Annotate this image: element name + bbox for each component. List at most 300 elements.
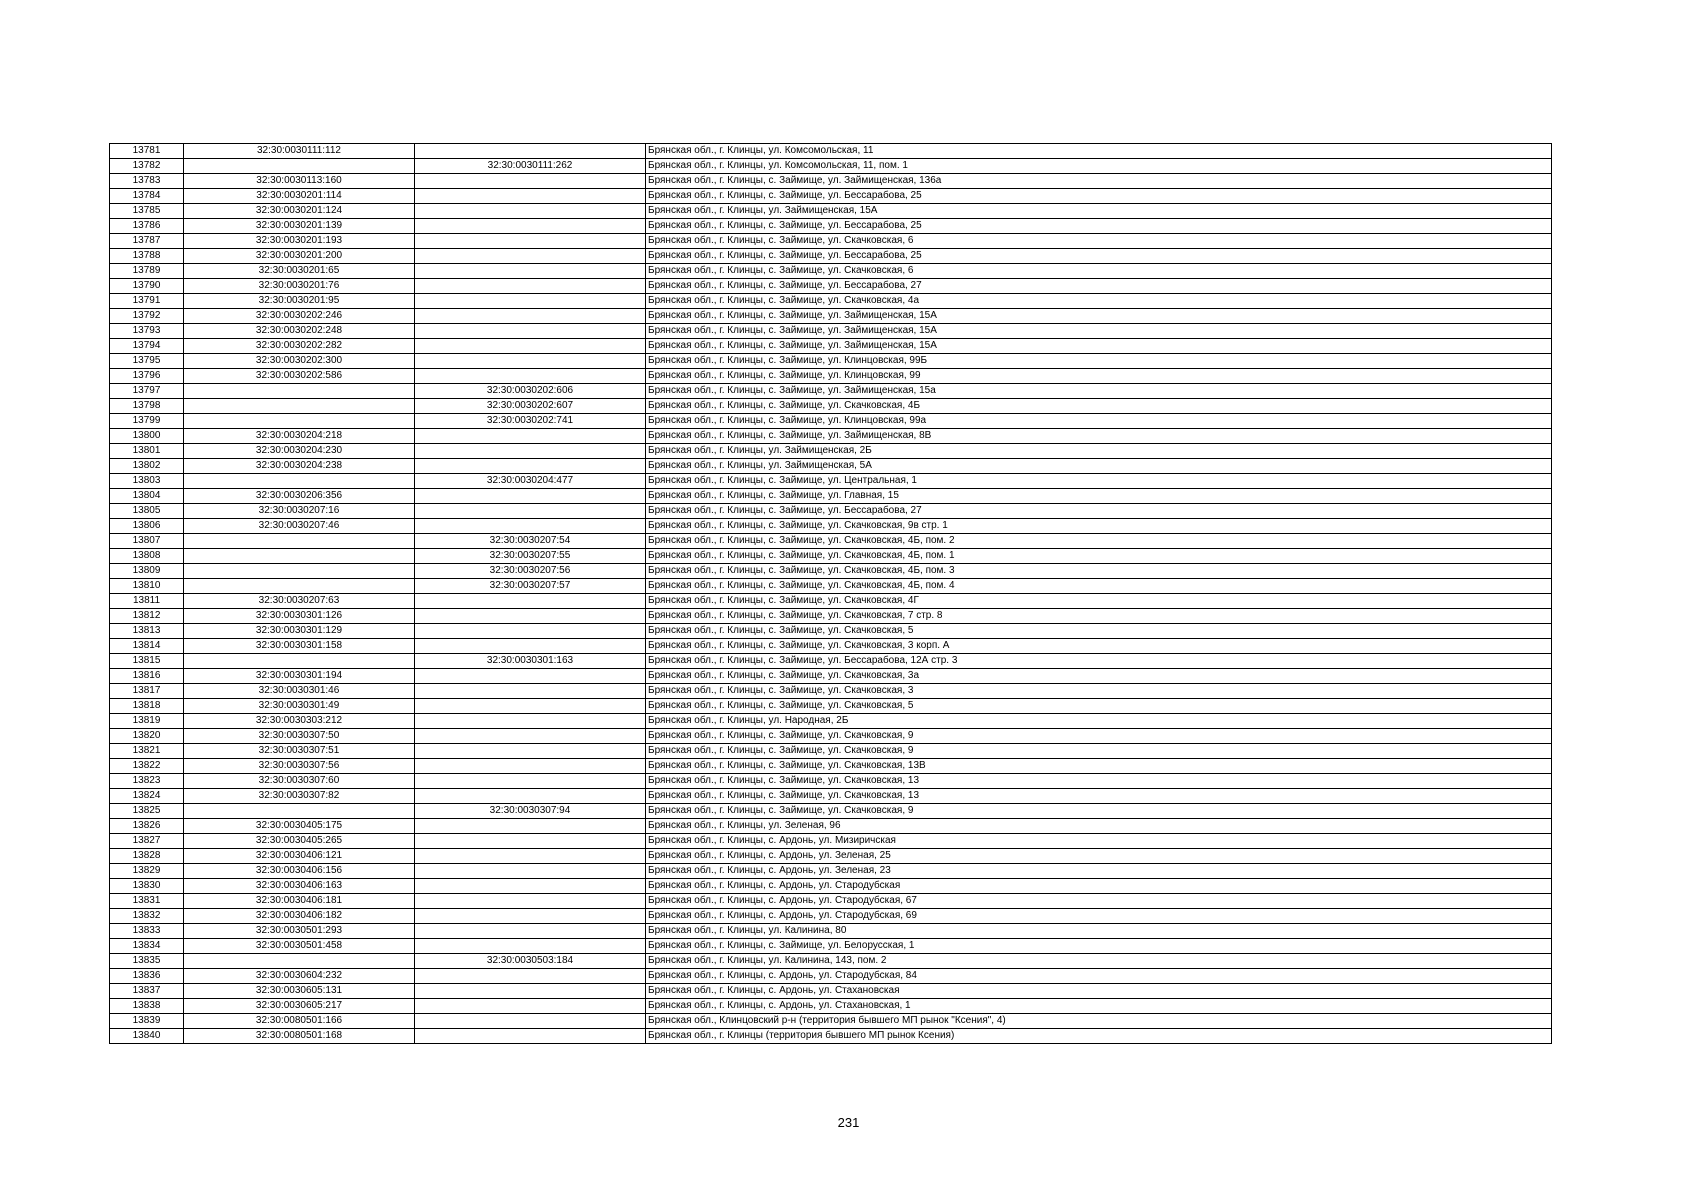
cadastral-number-cell — [184, 534, 415, 549]
table-row — [110, 879, 1552, 894]
table-row — [110, 249, 1552, 264]
table-row — [110, 519, 1552, 534]
address-cell: Брянская обл., г. Клинцы, с. Ардонь, ул. Зеленая, 25 — [646, 849, 1552, 864]
premises-cadastral-number-cell — [415, 729, 646, 744]
address-cell: Брянская обл., г. Клинцы, ул. Займищенская, 2Б — [646, 444, 1552, 459]
row-number-cell: 13821 — [110, 744, 184, 759]
cadastral-number-cell — [184, 804, 415, 819]
address-cell: Брянская обл., г. Клинцы, с. Займище, ул. Скачковская, 13 — [646, 789, 1552, 804]
cadastral-number-cell: 32:30:0030301:46 — [184, 684, 415, 699]
address-cell: Брянская обл., г. Клинцы, ул. Калинина, 143, пом. 2 — [646, 954, 1552, 969]
premises-cadastral-number-cell — [415, 1029, 646, 1044]
table-row — [110, 354, 1552, 369]
premises-cadastral-number-cell — [415, 204, 646, 219]
address-cell: Брянская обл., г. Клинцы, с. Займище, ул. Скачковская, 3 корп. А — [646, 639, 1552, 654]
premises-cadastral-number-cell — [415, 669, 646, 684]
cadastral-number-cell: 32:30:0030202:246 — [184, 309, 415, 324]
row-number-cell: 13789 — [110, 264, 184, 279]
page-number: 231 — [837, 1115, 860, 1130]
address-cell: Брянская обл., г. Клинцы, с. Займище, ул. Займищенская, 15А — [646, 324, 1552, 339]
table-row — [110, 999, 1552, 1014]
row-number-cell: 13804 — [110, 489, 184, 504]
cadastral-number-cell: 32:30:0030301:49 — [184, 699, 415, 714]
address-cell: Брянская обл., г. Клинцы, ул. Комсомольская, 11, пом. 1 — [646, 159, 1552, 174]
table-row — [110, 1014, 1552, 1029]
cadastral-number-cell — [184, 954, 415, 969]
row-number-cell: 13833 — [110, 924, 184, 939]
row-number-cell: 13840 — [110, 1029, 184, 1044]
address-cell: Брянская обл., г. Клинцы, ул. Народная, 2Б — [646, 714, 1552, 729]
row-number-cell: 13822 — [110, 759, 184, 774]
table-row — [110, 204, 1552, 219]
address-cell: Брянская обл., Клинцовский р-н (территория бывшего МП рынок "Ксения", 4) — [646, 1014, 1552, 1029]
premises-cadastral-number-cell — [415, 864, 646, 879]
table-row — [110, 729, 1552, 744]
row-number-cell: 13828 — [110, 849, 184, 864]
premises-cadastral-number-cell — [415, 324, 646, 339]
table-row — [110, 219, 1552, 234]
table-row — [110, 789, 1552, 804]
premises-cadastral-number-cell — [415, 624, 646, 639]
address-cell: Брянская обл., г. Клинцы, с. Займище, ул. Бессарабова, 25 — [646, 189, 1552, 204]
premises-cadastral-number-cell — [415, 834, 646, 849]
premises-cadastral-number-cell — [415, 594, 646, 609]
table-row — [110, 384, 1552, 399]
cadastral-number-cell — [184, 564, 415, 579]
table-row — [110, 189, 1552, 204]
registry-table-body — [110, 144, 1552, 1044]
premises-cadastral-number-cell — [415, 909, 646, 924]
cadastral-number-cell: 32:30:0030406:156 — [184, 864, 415, 879]
cadastral-number-cell — [184, 474, 415, 489]
cadastral-number-cell: 32:30:0030202:300 — [184, 354, 415, 369]
address-cell: Брянская обл., г. Клинцы, с. Ардонь, ул. Стародубская, 69 — [646, 909, 1552, 924]
address-cell: Брянская обл., г. Клинцы, с. Займище, ул. Центральная, 1 — [646, 474, 1552, 489]
table-row — [110, 834, 1552, 849]
row-number-cell: 13793 — [110, 324, 184, 339]
premises-cadastral-number-cell — [415, 1014, 646, 1029]
premises-cadastral-number-cell — [415, 819, 646, 834]
table-row — [110, 339, 1552, 354]
cadastral-number-cell: 32:30:0030406:182 — [184, 909, 415, 924]
row-number-cell: 13783 — [110, 174, 184, 189]
table-row — [110, 669, 1552, 684]
premises-cadastral-number-cell — [415, 894, 646, 909]
premises-cadastral-number-cell — [415, 684, 646, 699]
row-number-cell: 13796 — [110, 369, 184, 384]
table-row — [110, 369, 1552, 384]
row-number-cell: 13790 — [110, 279, 184, 294]
premises-cadastral-number-cell — [415, 444, 646, 459]
cadastral-number-cell — [184, 654, 415, 669]
premises-cadastral-number-cell — [415, 369, 646, 384]
premises-cadastral-number-cell — [415, 639, 646, 654]
cadastral-number-cell: 32:30:0030201:200 — [184, 249, 415, 264]
cadastral-number-cell: 32:30:0030605:131 — [184, 984, 415, 999]
address-cell: Брянская обл., г. Клинцы, с. Займище, ул. Клинцовская, 99Б — [646, 354, 1552, 369]
row-number-cell: 13803 — [110, 474, 184, 489]
premises-cadastral-number-cell — [415, 504, 646, 519]
address-cell: Брянская обл., г. Клинцы, с. Займище, ул. Займищенская, 8В — [646, 429, 1552, 444]
address-cell: Брянская обл., г. Клинцы, с. Займище, ул. Скачковская, 3 — [646, 684, 1552, 699]
table-row — [110, 639, 1552, 654]
row-number-cell: 13829 — [110, 864, 184, 879]
row-number-cell: 13788 — [110, 249, 184, 264]
cadastral-number-cell — [184, 549, 415, 564]
row-number-cell: 13835 — [110, 954, 184, 969]
premises-cadastral-number-cell: 32:30:0030207:54 — [415, 534, 646, 549]
row-number-cell: 13781 — [110, 144, 184, 159]
table-row — [110, 564, 1552, 579]
address-cell: Брянская обл., г. Клинцы, с. Ардонь, ул. Мизиричская — [646, 834, 1552, 849]
address-cell: Брянская обл., г. Клинцы, с. Займище, ул. Скачковская, 6 — [646, 234, 1552, 249]
table-row — [110, 429, 1552, 444]
premises-cadastral-number-cell: 32:30:0030301:163 — [415, 654, 646, 669]
table-row — [110, 234, 1552, 249]
premises-cadastral-number-cell — [415, 354, 646, 369]
row-number-cell: 13823 — [110, 774, 184, 789]
premises-cadastral-number-cell — [415, 714, 646, 729]
row-number-cell: 13805 — [110, 504, 184, 519]
address-cell: Брянская обл., г. Клинцы, ул. Калинина, 80 — [646, 924, 1552, 939]
row-number-cell: 13817 — [110, 684, 184, 699]
address-cell: Брянская обл., г. Клинцы, с. Займище, ул. Займищенская, 15А — [646, 309, 1552, 324]
cadastral-number-cell: 32:30:0030113:160 — [184, 174, 415, 189]
premises-cadastral-number-cell: 32:30:0030202:606 — [415, 384, 646, 399]
row-number-cell: 13809 — [110, 564, 184, 579]
address-cell: Брянская обл., г. Клинцы, с. Ардонь, ул. Стародубская, 84 — [646, 969, 1552, 984]
premises-cadastral-number-cell — [415, 339, 646, 354]
table-row — [110, 324, 1552, 339]
cadastral-number-cell: 32:30:0080501:166 — [184, 1014, 415, 1029]
row-number-cell: 13834 — [110, 939, 184, 954]
premises-cadastral-number-cell — [415, 924, 646, 939]
row-number-cell: 13795 — [110, 354, 184, 369]
cadastral-number-cell: 32:30:0030201:95 — [184, 294, 415, 309]
registry-table — [109, 143, 1552, 1044]
table-row — [110, 279, 1552, 294]
address-cell: Брянская обл., г. Клинцы, ул. Займищенская, 5А — [646, 459, 1552, 474]
address-cell: Брянская обл., г. Клинцы, с. Займище, ул. Скачковская, 6 — [646, 264, 1552, 279]
table-row — [110, 924, 1552, 939]
row-number-cell: 13810 — [110, 579, 184, 594]
cadastral-number-cell: 32:30:0080501:168 — [184, 1029, 415, 1044]
premises-cadastral-number-cell — [415, 294, 646, 309]
row-number-cell: 13799 — [110, 414, 184, 429]
address-cell: Брянская обл., г. Клинцы, с. Займище, ул. Скачковская, 4Г — [646, 594, 1552, 609]
address-cell: Брянская обл., г. Клинцы, с. Займище, ул. Скачковская, 9 — [646, 744, 1552, 759]
row-number-cell: 13792 — [110, 309, 184, 324]
cadastral-number-cell: 32:30:0030307:82 — [184, 789, 415, 804]
table-row — [110, 534, 1552, 549]
table-row — [110, 909, 1552, 924]
address-cell: Брянская обл., г. Клинцы, с. Займище, ул. Скачковская, 4а — [646, 294, 1552, 309]
cadastral-number-cell: 32:30:0030111:112 — [184, 144, 415, 159]
table-row — [110, 774, 1552, 789]
address-cell: Брянская обл., г. Клинцы, с. Займище, ул. Скачковская, 4Б, пом. 2 — [646, 534, 1552, 549]
row-number-cell: 13782 — [110, 159, 184, 174]
row-number-cell: 13800 — [110, 429, 184, 444]
address-cell: Брянская обл., г. Клинцы, с. Займище, ул. Скачковская, 5 — [646, 699, 1552, 714]
cadastral-number-cell: 32:30:0030204:238 — [184, 459, 415, 474]
table-row — [110, 969, 1552, 984]
address-cell: Брянская обл., г. Клинцы, с. Займище, ул. Бессарабова, 25 — [646, 219, 1552, 234]
premises-cadastral-number-cell — [415, 489, 646, 504]
cadastral-number-cell: 32:30:0030201:114 — [184, 189, 415, 204]
table-row — [110, 489, 1552, 504]
table-row — [110, 984, 1552, 999]
cadastral-number-cell: 32:30:0030405:265 — [184, 834, 415, 849]
premises-cadastral-number-cell: 32:30:0030204:477 — [415, 474, 646, 489]
row-number-cell: 13794 — [110, 339, 184, 354]
table-row — [110, 714, 1552, 729]
cadastral-number-cell: 32:30:0030207:46 — [184, 519, 415, 534]
table-row — [110, 414, 1552, 429]
cadastral-number-cell: 32:30:0030202:248 — [184, 324, 415, 339]
cadastral-number-cell: 32:30:0030301:129 — [184, 624, 415, 639]
address-cell: Брянская обл., г. Клинцы, с. Займище, ул. Скачковская, 7 стр. 8 — [646, 609, 1552, 624]
table-row — [110, 864, 1552, 879]
row-number-cell: 13791 — [110, 294, 184, 309]
table-row — [110, 549, 1552, 564]
address-cell: Брянская обл., г. Клинцы, ул. Займищенская, 15А — [646, 204, 1552, 219]
premises-cadastral-number-cell — [415, 234, 646, 249]
row-number-cell: 13816 — [110, 669, 184, 684]
cadastral-number-cell: 32:30:0030204:218 — [184, 429, 415, 444]
address-cell: Брянская обл., г. Клинцы, с. Займище, ул. Скачковская, 5 — [646, 624, 1552, 639]
address-cell: Брянская обл., г. Клинцы, с. Ардонь, ул. Стахановская, 1 — [646, 999, 1552, 1014]
cadastral-number-cell: 32:30:0030307:56 — [184, 759, 415, 774]
premises-cadastral-number-cell — [415, 879, 646, 894]
address-cell: Брянская обл., г. Клинцы, с. Займище, ул. Скачковская, 4Б — [646, 399, 1552, 414]
address-cell: Брянская обл., г. Клинцы, с. Займище, ул. Главная, 15 — [646, 489, 1552, 504]
premises-cadastral-number-cell — [415, 609, 646, 624]
cadastral-number-cell: 32:30:0030201:139 — [184, 219, 415, 234]
cadastral-number-cell: 32:30:0030207:16 — [184, 504, 415, 519]
address-cell: Брянская обл., г. Клинцы, ул. Зеленая, 96 — [646, 819, 1552, 834]
address-cell: Брянская обл., г. Клинцы (территория бывшего МП рынок Ксения) — [646, 1029, 1552, 1044]
cadastral-number-cell: 32:30:0030406:181 — [184, 894, 415, 909]
cadastral-number-cell: 32:30:0030201:124 — [184, 204, 415, 219]
address-cell: Брянская обл., г. Клинцы, с. Займище, ул. Займищенская, 136а — [646, 174, 1552, 189]
cadastral-number-cell: 32:30:0030406:163 — [184, 879, 415, 894]
table-row — [110, 699, 1552, 714]
table-row — [110, 459, 1552, 474]
cadastral-number-cell: 32:30:0030501:458 — [184, 939, 415, 954]
table-row — [110, 399, 1552, 414]
cadastral-number-cell: 32:30:0030201:65 — [184, 264, 415, 279]
address-cell: Брянская обл., г. Клинцы, с. Займище, ул. Скачковская, 9 — [646, 804, 1552, 819]
address-cell: Брянская обл., г. Клинцы, с. Займище, ул. Скачковская, 13В — [646, 759, 1552, 774]
cadastral-number-cell: 32:30:0030204:230 — [184, 444, 415, 459]
table-row — [110, 744, 1552, 759]
table-row — [110, 954, 1552, 969]
premises-cadastral-number-cell — [415, 969, 646, 984]
table-row — [110, 819, 1552, 834]
address-cell: Брянская обл., г. Клинцы, с. Займище, ул. Бессарабова, 27 — [646, 279, 1552, 294]
premises-cadastral-number-cell — [415, 519, 646, 534]
table-row — [110, 444, 1552, 459]
premises-cadastral-number-cell — [415, 759, 646, 774]
premises-cadastral-number-cell — [415, 309, 646, 324]
row-number-cell: 13814 — [110, 639, 184, 654]
address-cell: Брянская обл., г. Клинцы, с. Займище, ул. Клинцовская, 99 — [646, 369, 1552, 384]
address-cell: Брянская обл., г. Клинцы, с. Займище, ул. Бессарабова, 12А стр. 3 — [646, 654, 1552, 669]
address-cell: Брянская обл., г. Клинцы, с. Займище, ул. Скачковская, 4Б, пом. 3 — [646, 564, 1552, 579]
address-cell: Брянская обл., г. Клинцы, с. Займище, ул. Скачковская, 9 — [646, 729, 1552, 744]
row-number-cell: 13838 — [110, 999, 184, 1014]
premises-cadastral-number-cell — [415, 789, 646, 804]
cadastral-number-cell — [184, 399, 415, 414]
address-cell: Брянская обл., г. Клинцы, с. Займище, ул. Бессарабова, 27 — [646, 504, 1552, 519]
row-number-cell: 13784 — [110, 189, 184, 204]
cadastral-number-cell: 32:30:0030301:158 — [184, 639, 415, 654]
premises-cadastral-number-cell: 32:30:0030111:262 — [415, 159, 646, 174]
table-row — [110, 1029, 1552, 1044]
row-number-cell: 13785 — [110, 204, 184, 219]
premises-cadastral-number-cell — [415, 699, 646, 714]
address-cell: Брянская обл., г. Клинцы, с. Займище, ул. Скачковская, 4Б, пом. 1 — [646, 549, 1552, 564]
table-row — [110, 654, 1552, 669]
row-number-cell: 13815 — [110, 654, 184, 669]
row-number-cell: 13832 — [110, 909, 184, 924]
cadastral-number-cell: 32:30:0030604:232 — [184, 969, 415, 984]
table-row — [110, 174, 1552, 189]
table-row — [110, 474, 1552, 489]
row-number-cell: 13798 — [110, 399, 184, 414]
cadastral-number-cell: 32:30:0030307:50 — [184, 729, 415, 744]
cadastral-number-cell: 32:30:0030605:217 — [184, 999, 415, 1014]
address-cell: Брянская обл., г. Клинцы, с. Займище, ул. Скачковская, 3а — [646, 669, 1552, 684]
row-number-cell: 13831 — [110, 894, 184, 909]
premises-cadastral-number-cell — [415, 279, 646, 294]
address-cell: Брянская обл., г. Клинцы, ул. Комсомольская, 11 — [646, 144, 1552, 159]
row-number-cell: 13801 — [110, 444, 184, 459]
premises-cadastral-number-cell — [415, 264, 646, 279]
cadastral-number-cell — [184, 579, 415, 594]
cadastral-number-cell: 32:30:0030405:175 — [184, 819, 415, 834]
cadastral-number-cell: 32:30:0030206:356 — [184, 489, 415, 504]
premises-cadastral-number-cell — [415, 249, 646, 264]
row-number-cell: 13812 — [110, 609, 184, 624]
row-number-cell: 13839 — [110, 1014, 184, 1029]
row-number-cell: 13827 — [110, 834, 184, 849]
table-row — [110, 939, 1552, 954]
table-row — [110, 579, 1552, 594]
row-number-cell: 13836 — [110, 969, 184, 984]
row-number-cell: 13797 — [110, 384, 184, 399]
address-cell: Брянская обл., г. Клинцы, с. Займище, ул. Клинцовская, 99а — [646, 414, 1552, 429]
row-number-cell: 13807 — [110, 534, 184, 549]
row-number-cell: 13825 — [110, 804, 184, 819]
premises-cadastral-number-cell — [415, 744, 646, 759]
table-row — [110, 684, 1552, 699]
cadastral-number-cell — [184, 384, 415, 399]
premises-cadastral-number-cell: 32:30:0030207:55 — [415, 549, 646, 564]
row-number-cell: 13808 — [110, 549, 184, 564]
cadastral-number-cell: 32:30:0030301:126 — [184, 609, 415, 624]
address-cell: Брянская обл., г. Клинцы, с. Ардонь, ул. Стахановская — [646, 984, 1552, 999]
cadastral-number-cell — [184, 159, 415, 174]
premises-cadastral-number-cell: 32:30:0030202:741 — [415, 414, 646, 429]
row-number-cell: 13787 — [110, 234, 184, 249]
row-number-cell: 13818 — [110, 699, 184, 714]
premises-cadastral-number-cell — [415, 999, 646, 1014]
cadastral-number-cell: 32:30:0030307:60 — [184, 774, 415, 789]
row-number-cell: 13802 — [110, 459, 184, 474]
cadastral-number-cell: 32:30:0030406:121 — [184, 849, 415, 864]
address-cell: Брянская обл., г. Клинцы, с. Ардонь, ул. Стародубская, 67 — [646, 894, 1552, 909]
premises-cadastral-number-cell — [415, 774, 646, 789]
table-row — [110, 609, 1552, 624]
address-cell: Брянская обл., г. Клинцы, с. Ардонь, ул. Зеленая, 23 — [646, 864, 1552, 879]
table-row — [110, 144, 1552, 159]
row-number-cell: 13837 — [110, 984, 184, 999]
table-row — [110, 759, 1552, 774]
premises-cadastral-number-cell — [415, 189, 646, 204]
table-row — [110, 594, 1552, 609]
cadastral-number-cell: 32:30:0030202:586 — [184, 369, 415, 384]
row-number-cell: 13813 — [110, 624, 184, 639]
address-cell: Брянская обл., г. Клинцы, с. Займище, ул. Займищенская, 15А — [646, 339, 1552, 354]
cadastral-number-cell: 32:30:0030501:293 — [184, 924, 415, 939]
row-number-cell: 13786 — [110, 219, 184, 234]
premises-cadastral-number-cell — [415, 459, 646, 474]
table-row — [110, 264, 1552, 279]
premises-cadastral-number-cell: 32:30:0030207:56 — [415, 564, 646, 579]
row-number-cell: 13826 — [110, 819, 184, 834]
row-number-cell: 13811 — [110, 594, 184, 609]
premises-cadastral-number-cell: 32:30:0030503:184 — [415, 954, 646, 969]
address-cell: Брянская обл., г. Клинцы, с. Займище, ул. Займищенская, 15а — [646, 384, 1552, 399]
premises-cadastral-number-cell: 32:30:0030307:94 — [415, 804, 646, 819]
premises-cadastral-number-cell: 32:30:0030202:607 — [415, 399, 646, 414]
address-cell: Брянская обл., г. Клинцы, с. Ардонь, ул. Стародубская — [646, 879, 1552, 894]
row-number-cell: 13819 — [110, 714, 184, 729]
premises-cadastral-number-cell — [415, 219, 646, 234]
address-cell: Брянская обл., г. Клинцы, с. Займище, ул. Белорусская, 1 — [646, 939, 1552, 954]
cadastral-number-cell: 32:30:0030201:193 — [184, 234, 415, 249]
cadastral-number-cell: 32:30:0030201:76 — [184, 279, 415, 294]
address-cell: Брянская обл., г. Клинцы, с. Займище, ул. Скачковская, 9в стр. 1 — [646, 519, 1552, 534]
row-number-cell: 13820 — [110, 729, 184, 744]
cadastral-number-cell: 32:30:0030202:282 — [184, 339, 415, 354]
table-row — [110, 894, 1552, 909]
premises-cadastral-number-cell — [415, 984, 646, 999]
row-number-cell: 13830 — [110, 879, 184, 894]
address-cell: Брянская обл., г. Клинцы, с. Займище, ул. Бессарабова, 25 — [646, 249, 1552, 264]
cadastral-number-cell: 32:30:0030207:63 — [184, 594, 415, 609]
table-row — [110, 504, 1552, 519]
premises-cadastral-number-cell — [415, 174, 646, 189]
table-row — [110, 159, 1552, 174]
cadastral-number-cell: 32:30:0030307:51 — [184, 744, 415, 759]
table-row — [110, 624, 1552, 639]
cadastral-number-cell: 32:30:0030303:212 — [184, 714, 415, 729]
premises-cadastral-number-cell — [415, 849, 646, 864]
cadastral-number-cell: 32:30:0030301:194 — [184, 669, 415, 684]
row-number-cell: 13806 — [110, 519, 184, 534]
table-row — [110, 309, 1552, 324]
premises-cadastral-number-cell: 32:30:0030207:57 — [415, 579, 646, 594]
address-cell: Брянская обл., г. Клинцы, с. Займище, ул. Скачковская, 4Б, пом. 4 — [646, 579, 1552, 594]
premises-cadastral-number-cell — [415, 429, 646, 444]
row-number-cell: 13824 — [110, 789, 184, 804]
premises-cadastral-number-cell — [415, 144, 646, 159]
cadastral-number-cell — [184, 414, 415, 429]
table-row — [110, 294, 1552, 309]
table-row — [110, 849, 1552, 864]
